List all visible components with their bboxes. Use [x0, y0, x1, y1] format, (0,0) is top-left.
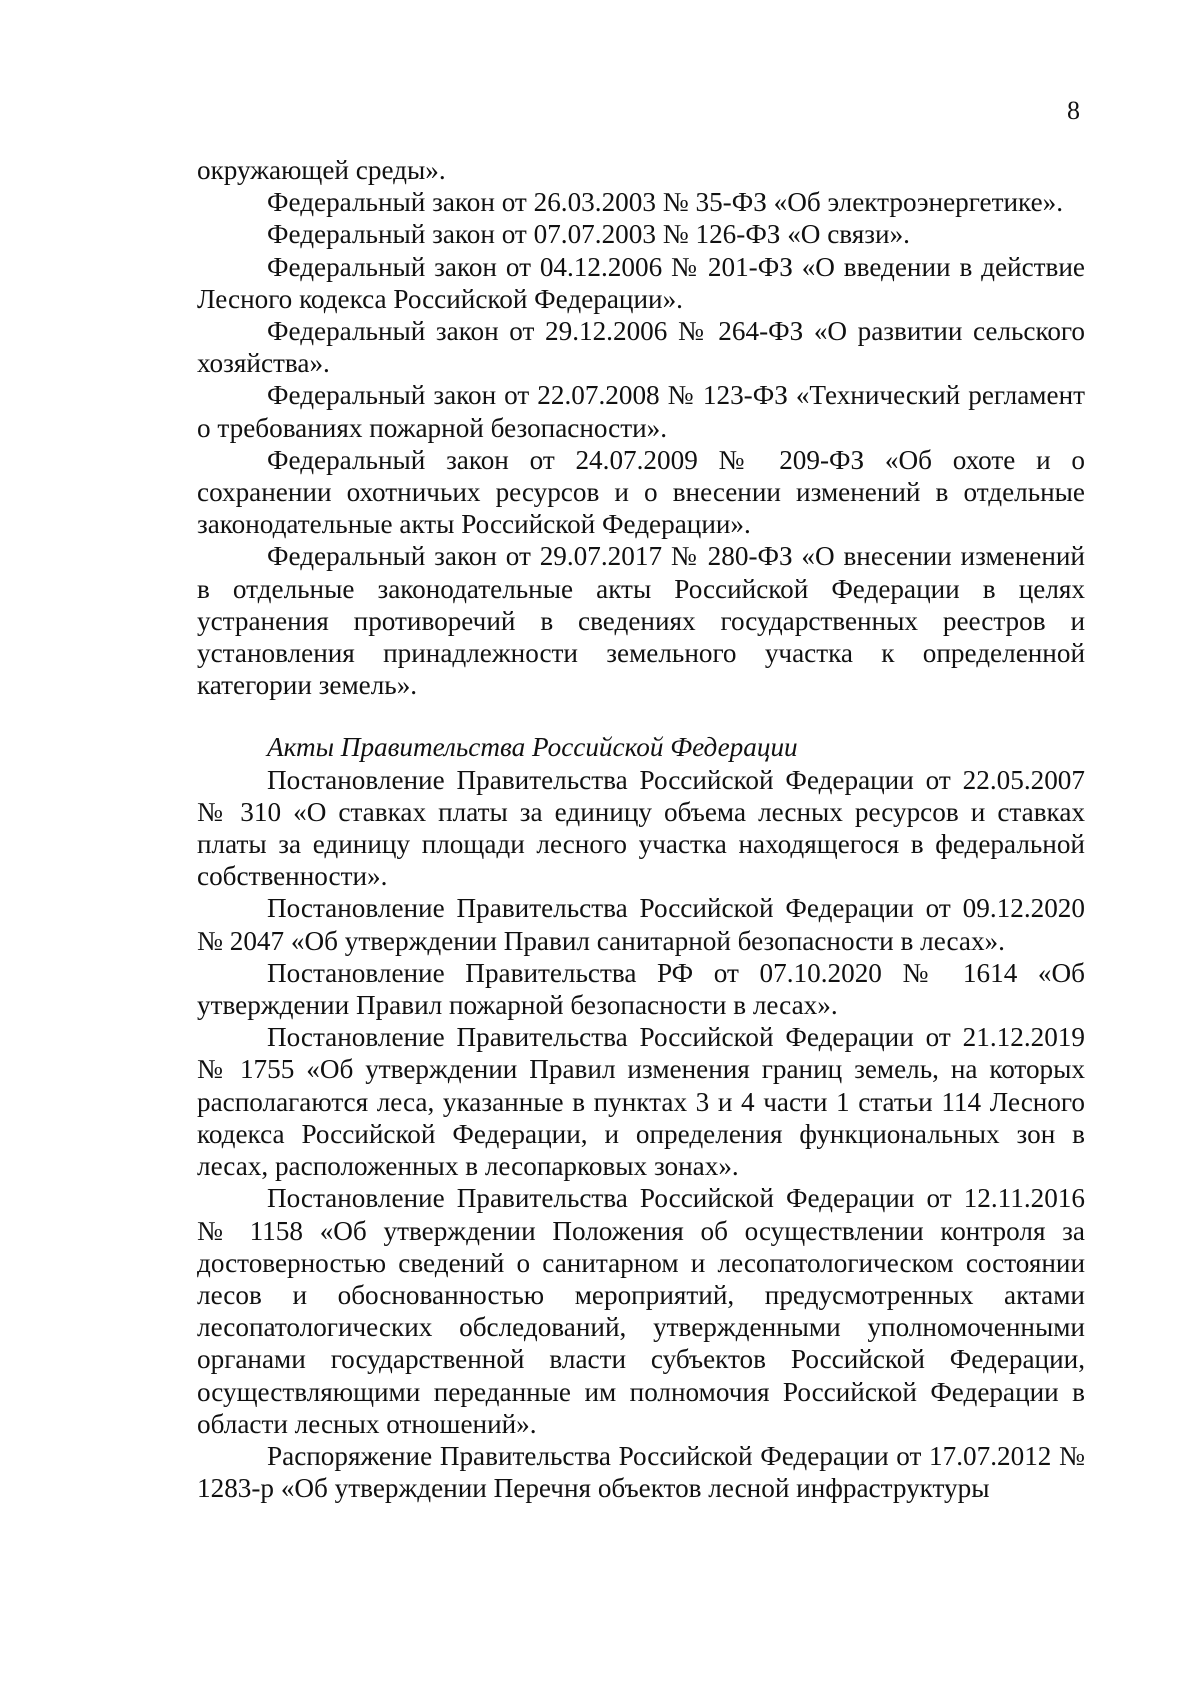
government-act-paragraph: Постановление Правительства РФ от 07.10.2020 № 1614 «Об утверждении Правил пожарной безопасности в лесах». [197, 957, 1085, 1021]
federal-law-paragraph: Федеральный закон от 04.12.2006 № 201-ФЗ «О введении в действие Лесного кодекса Российской Федерации». [197, 251, 1085, 314]
government-act-paragraph: Постановление Правительства Российской Федерации от 12.11.2016 № 1158 «Об утверждении Положения об осуществлении контроля за достоверностью сведений о санитарном и лесопатологическом состоянии лесов и обоснованностью мероприятий, предусмотренных актами лесопатологических обследований, утвержденными уполномоченными органами государственной власти субъектов Российской Федерации, осуществляющими переданные им полномочия Российской Федерации в области лесных отношений». [197, 1183, 1085, 1439]
section-heading: Акты Правительства Российской Федерации [267, 732, 798, 763]
federal-law-paragraph: Федеральный закон от 07.07.2003 № 126-ФЗ «О связи». [267, 219, 910, 250]
government-act-paragraph: Постановление Правительства Российской Федерации от 22.05.2007 № 310 «О ставках платы за единицу объема лесных ресурсов и ставках платы за единицу площади лесного участка находящегося в федеральной собственности». [197, 764, 1085, 892]
document-body [197, 154, 1085, 1504]
federal-law-paragraph: Федеральный закон от 29.07.2017 № 280-ФЗ «О внесении изменений в отдельные законодательные акты Российской Федерации в целях устранения противоречий в сведениях государственных реестров и установления принадлежности земельного участка к определенной категории земель». [197, 541, 1085, 701]
federal-law-paragraph: Федеральный закон от 22.07.2008 № 123-ФЗ «Технический регламент о требованиях пожарной безопасности». [197, 380, 1085, 443]
government-act-paragraph: Постановление Правительства Российской Федерации от 21.12.2019 № 1755 «Об утверждении Правил изменения границ земель, на которых располагаются леса, указанные в пунктах 3 и 4 части 1 статьи 114 Лесного кодекса Российской Федерации, и определения функциональных зон в лесах, расположенных в лесопарковых зонах». [197, 1022, 1085, 1182]
federal-law-paragraph: Федеральный закон от 26.03.2003 № 35-ФЗ «Об электроэнергетике». [267, 187, 1064, 218]
government-act-paragraph: Постановление Правительства Российской Федерации от 09.12.2020 № 2047 «Об утверждении Правил санитарной безопасности в лесах». [197, 893, 1085, 956]
federal-law-paragraph: Федеральный закон от 29.12.2006 № 264-ФЗ «О развитии сельского хозяйства». [197, 316, 1085, 379]
section-spacer [197, 701, 1085, 731]
page-number: 8 [1067, 96, 1080, 125]
federal-law-paragraph: Федеральный закон от 24.07.2009 № 209-ФЗ «Об охоте и о сохранении охотничьих ресурсов и о внесении изменений в отдельные законодательные акты Российской Федерации». [197, 444, 1085, 540]
government-act-paragraph: Распоряжение Правительства Российской Федерации от 17.07.2012 № 1283-р «Об утверждении Перечня объектов лесной инфраструктуры [197, 1440, 1085, 1504]
paragraph-continuation: окружающей среды». [197, 155, 446, 185]
